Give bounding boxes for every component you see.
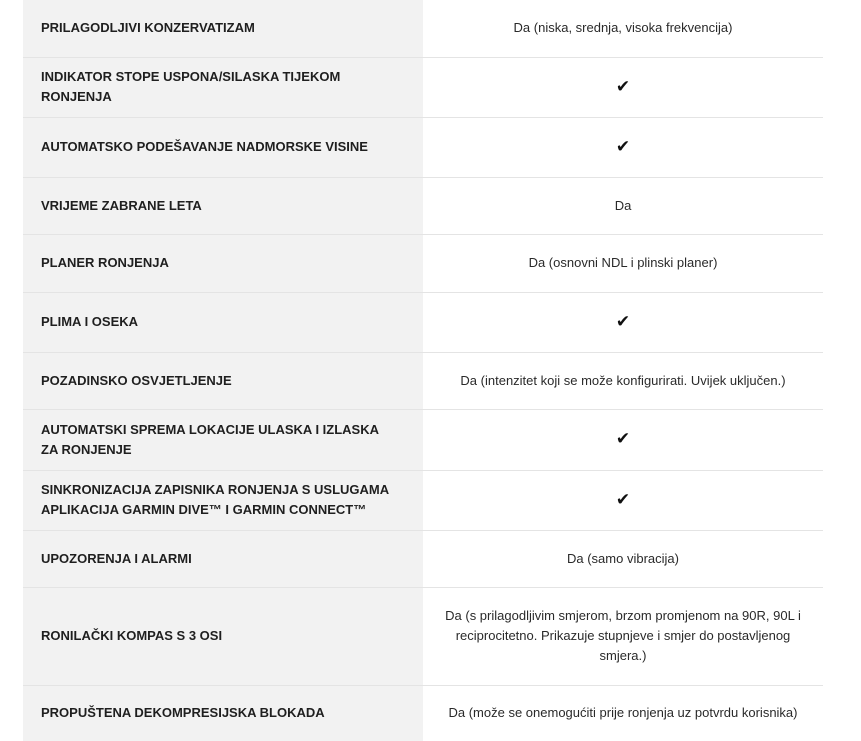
table-row [23,352,823,409]
feature-value: Da (s prilagodljivim smjerom, brzom promjenom na 90R, 90L i reciprocitetno. Prikazuje stupnjeve i smjer do postavljenog smjera.) [423,587,823,685]
feature-value [423,117,823,177]
feature-label: UPOZORENJA I ALARMI [23,530,423,587]
check-icon: ✔ [615,429,631,449]
table-row [23,0,823,57]
feature-label: INDIKATOR STOPE USPONA/SILASKA TIJEKOM RONJENJA [23,57,423,117]
feature-label: POZADINSKO OSVJETLJENJE [23,352,423,409]
feature-value: Da [423,177,823,234]
feature-label: PLIMA I OSEKA [23,292,423,352]
check-icon: ✔ [615,489,631,510]
feature-label: PLANER RONJENJA [23,234,423,292]
feature-value [423,292,823,352]
feature-value: Da (može se onemogućiti prije ronjenja uz potvrdu korisnika) [423,685,823,741]
table-row [23,292,823,352]
feature-value: Da (niska, srednja, visoka frekvencija) [423,0,823,57]
table-row [23,470,823,530]
check-icon: ✔ [615,76,631,97]
feature-label: SINKRONIZACIJA ZAPISNIKA RONJENJA S USLUGAMA APLIKACIJA GARMIN DIVE™ I GARMIN CONNECT™ [23,470,423,530]
feature-label: VRIJEME ZABRANE LETA [23,177,423,234]
spec-table-body [23,0,823,741]
feature-label: PROPUŠTENA DEKOMPRESIJSKA BLOKADA [23,685,423,741]
feature-label: PRILAGODLJIVI KONZERVATIZAM [23,0,423,57]
table-row [23,530,823,587]
spec-table [23,0,823,741]
table-row [23,685,823,741]
feature-value [423,57,823,117]
table-row [23,177,823,234]
feature-value: Da (osnovni NDL i plinski planer) [423,234,823,292]
feature-label: AUTOMATSKO PODEŠAVANJE NADMORSKE VISINE [23,117,423,177]
feature-label: RONILAČKI KOMPAS S 3 OSI [23,587,423,685]
check-icon: ✔ [615,136,631,157]
table-row [23,587,823,685]
feature-value: Da (intenzitet koji se može konfigurirati. Uvijek uključen.) [423,352,823,409]
table-row [23,409,823,470]
table-row [23,234,823,292]
feature-value [423,409,823,470]
table-row [23,117,823,177]
feature-label: AUTOMATSKI SPREMA LOKACIJE ULASKA I IZLASKA ZA RONJENJE [23,409,423,470]
check-icon: ✔ [615,311,631,332]
table-row [23,57,823,117]
feature-value [423,470,823,530]
feature-value: Da (samo vibracija) [423,530,823,587]
